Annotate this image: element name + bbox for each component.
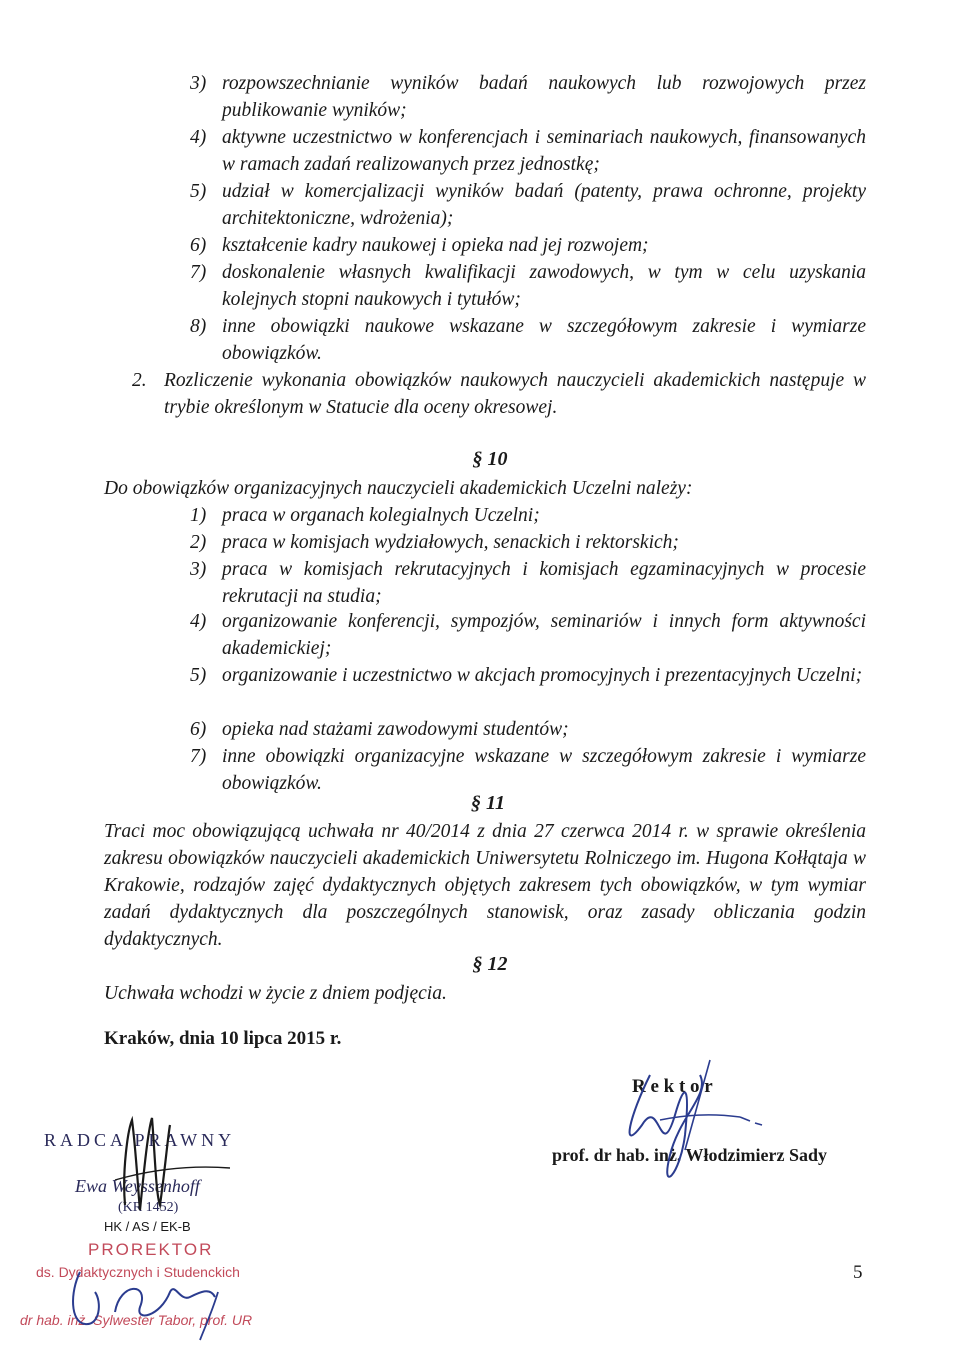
numbered-paragraph <box>132 367 866 421</box>
list-item <box>190 124 866 178</box>
list-item-text: inne obowiązki naukowe wskazane w szczegółowym zakresie i wymiarze obowiązków. <box>222 316 866 364</box>
list-item-number: 1) <box>190 505 207 526</box>
list-item <box>190 502 866 529</box>
stamp-radca: RADCA PRAWNY <box>44 1130 236 1150</box>
list-item <box>190 70 866 124</box>
list-item-number: 3) <box>190 73 207 94</box>
stamp-number: (KR 1452) <box>118 1200 179 1215</box>
list-item-text: inne obowiązki organizacyjne wskazane w szczegółowym zakresie i wymiarze obowiązków. <box>222 746 866 794</box>
list-item-text: organizowanie i uczestnictwo w akcjach promocyjnych i prezentacyjnych Uczelni; <box>222 665 863 686</box>
page-number: 5 <box>853 1262 863 1283</box>
section-heading: § 12 <box>472 953 508 975</box>
list-item-text: kształcenie kadry naukowej i opieka nad jej rozwojem; <box>222 235 649 256</box>
prorector-signature <box>40 1262 240 1342</box>
list-item-number: 5) <box>190 181 207 202</box>
rector-name: prof. dr hab. inż. Włodzimierz Sady <box>552 1145 828 1165</box>
stamp-name: Ewa Weyssenhoff <box>75 1176 200 1196</box>
list-item-number: 2) <box>190 532 207 553</box>
list-item-text: udział w komercjalizacji wyników badań (patenty, prawa ochronne, projekty architektoniczne, wdrożenia); <box>222 181 866 229</box>
list-item-number: 5) <box>190 665 207 686</box>
initials: HK / AS / EK-B <box>104 1219 191 1234</box>
stamp-prorektor: PROREKTOR <box>88 1240 214 1259</box>
list-item-number: 4) <box>190 127 207 148</box>
list-item <box>190 232 866 259</box>
list-item-number: 4) <box>190 611 207 632</box>
list-item <box>190 662 866 689</box>
section-heading: § 10 <box>472 448 508 470</box>
list-item-text: aktywne uczestnictwo w konferencjach i seminariach naukowych, finansowanych w ramach zadań realizowanych przez jednostkę; <box>222 127 866 175</box>
section-intro: Do obowiązków organizacyjnych nauczycieli akademickich Uczelni należy: <box>104 478 693 499</box>
stamp-prorektor-sub: ds. Dydaktycznych i Studenckich <box>36 1264 240 1280</box>
section-text: Traci moc obowiązującą uchwała nr 40/2014 z dnia 27 czerwca 2014 r. w sprawie określenia zakresu obowiązków nauczycieli akademickich Uniwersytetu Rolniczego im. Hugona Kołłątaja w Krakowie, rodzajów zajęć dydaktycznych objętych zakresem tych obowiązków, w tym wymiar zadań dydaktycznych dla poszczególnych stanowisk, oraz zasady obliczania godzin dydaktycznych. <box>104 821 866 950</box>
paragraph-number: 2. <box>132 370 147 391</box>
list-item-text: praca w komisjach wydziałowych, senackich i rektorskich; <box>222 532 679 553</box>
list-item-text: opieka nad stażami zawodowymi studentów; <box>222 719 569 740</box>
list-item-text: praca w organach kolegialnych Uczelni; <box>222 505 540 526</box>
list-item-number: 7) <box>190 262 207 283</box>
list-item-text: praca w komisjach rekrutacyjnych i komisjach egzaminacyjnych w procesie rekrutacji na studia; <box>222 559 866 607</box>
list-item-number: 7) <box>190 746 207 767</box>
list-item <box>190 608 866 662</box>
list-item <box>190 178 866 232</box>
section-heading: § 11 <box>471 792 505 814</box>
place-date: Kraków, dnia 10 lipca 2015 r. <box>104 1028 342 1049</box>
list-item-text: organizowanie konferencji, sympozjów, seminariów i innych form aktywności akademickiej; <box>222 611 866 659</box>
stamp-prorektor-name: dr hab. inż. Sylwester Tabor, prof. UR <box>20 1312 253 1328</box>
list-item-number: 8) <box>190 316 207 337</box>
list-item <box>190 313 866 367</box>
list-item <box>190 529 866 556</box>
list-item-text: doskonalenie własnych kwalifikacji zawodowych, w tym w celu uzyskania kolejnych stopni naukowych i tytułów; <box>222 262 866 310</box>
list-item <box>190 556 866 610</box>
rector-title: R e k t o r <box>632 1076 713 1097</box>
list-item-number: 3) <box>190 559 207 580</box>
list-item <box>190 716 866 743</box>
list-item-number: 6) <box>190 235 207 256</box>
list-item-text: rozpowszechnianie wyników badań naukowych lub rozwojowych przez publikowanie wyników; <box>222 73 866 121</box>
section-text: Uchwała wchodzi w życie z dniem podjęcia. <box>104 983 447 1004</box>
counsel-signature <box>110 1110 240 1220</box>
paragraph-text: Rozliczenie wykonania obowiązków naukowych nauczycieli akademickich następuje w trybie określonym w Statucie dla oceny okresowej. <box>164 370 866 418</box>
list-item-number: 6) <box>190 719 207 740</box>
list-item <box>190 259 866 313</box>
list-item <box>190 743 866 797</box>
rector-signature <box>590 1055 770 1205</box>
